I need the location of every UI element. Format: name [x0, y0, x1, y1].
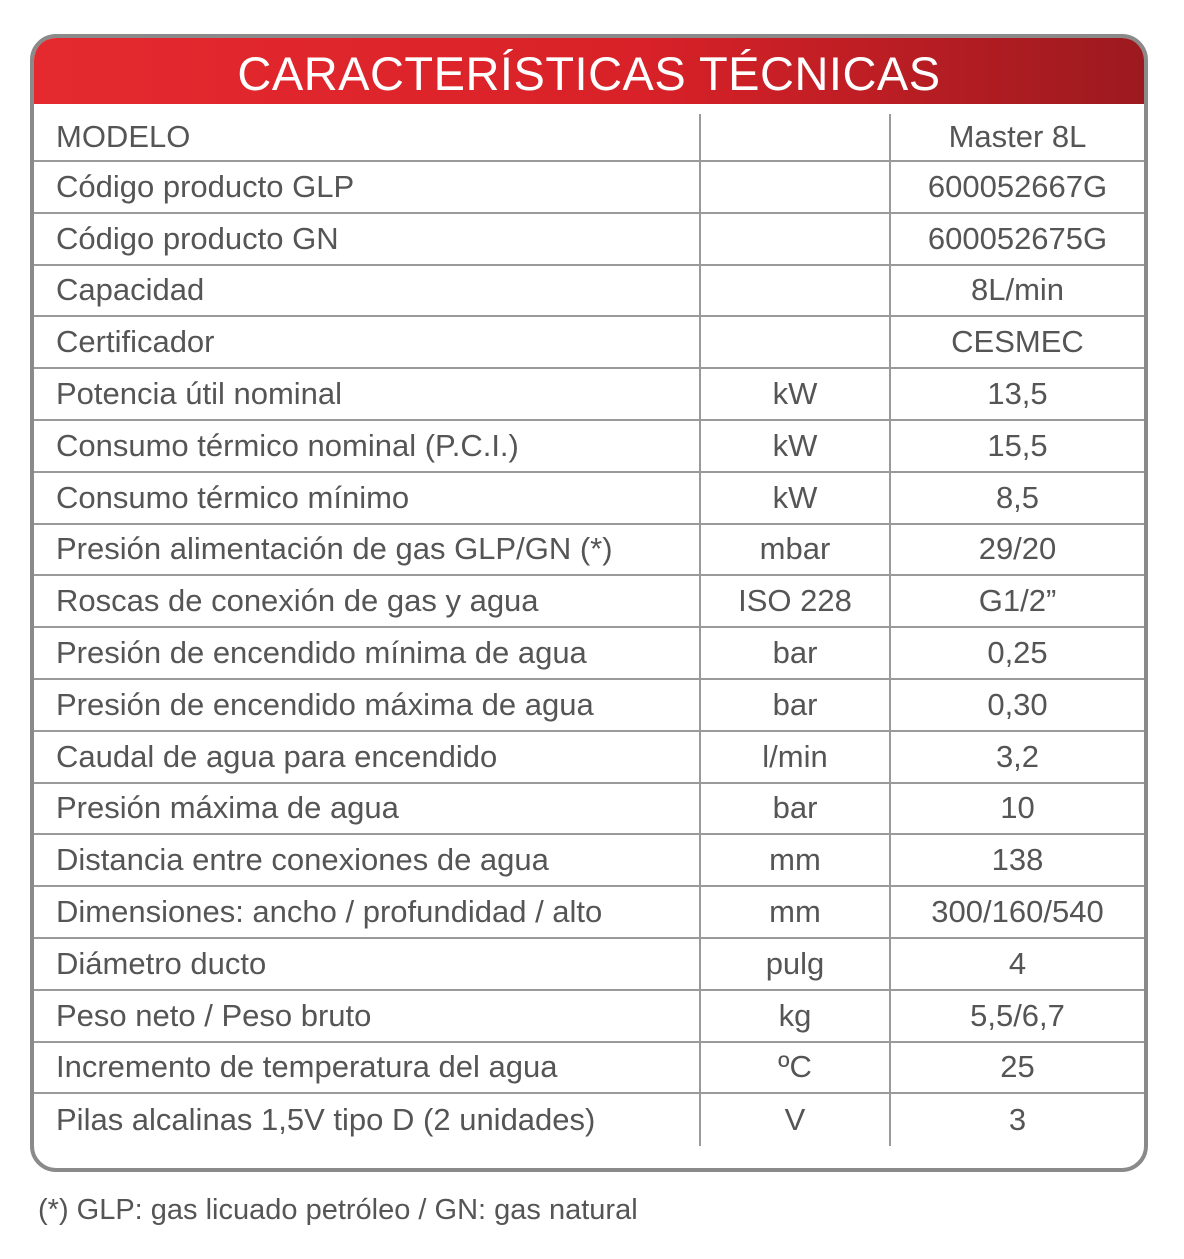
spec-value: CESMEC	[951, 324, 1084, 360]
spec-unit: ºC	[701, 1043, 891, 1093]
table-row	[34, 266, 1144, 318]
table-row	[34, 939, 1144, 991]
table-row	[34, 525, 1144, 577]
table-row	[34, 369, 1144, 421]
spec-value: 13,5	[987, 376, 1048, 412]
table-row	[34, 628, 1144, 680]
spec-label: Capacidad	[34, 266, 701, 316]
spec-value: Master 8L	[948, 119, 1087, 154]
spec-label: Presión de encendido mínima de agua	[34, 628, 701, 678]
spec-label: Dimensiones: ancho / profundidad / alto	[34, 887, 701, 937]
spec-value: 0,25	[987, 635, 1048, 671]
table-row	[34, 835, 1144, 887]
spec-unit: ISO 228	[701, 576, 891, 626]
table-row	[34, 214, 1144, 266]
spec-unit: mm	[701, 835, 891, 885]
spec-label: MODELO	[34, 114, 701, 160]
spec-label: Código producto GN	[34, 214, 701, 264]
spec-value: 4	[1008, 945, 1027, 981]
spec-value: 3	[1008, 1102, 1027, 1138]
spec-unit: kW	[701, 473, 891, 523]
spec-unit	[701, 114, 891, 160]
spec-unit: kW	[701, 369, 891, 419]
table-row	[34, 1094, 1144, 1146]
spec-unit: bar	[701, 680, 891, 730]
spec-unit	[701, 214, 891, 264]
table-row	[34, 576, 1144, 628]
specs-header	[34, 38, 1144, 104]
spec-label: Incremento de temperatura del agua	[34, 1043, 701, 1093]
spec-label: Consumo térmico mínimo	[34, 473, 701, 523]
spec-value: G1/2”	[978, 583, 1057, 619]
spec-value: 15,5	[987, 427, 1048, 463]
spec-value: 600052667G	[927, 168, 1108, 204]
specs-title: CARACTERÍSTICAS TÉCNICAS	[237, 46, 941, 100]
spec-value: 0,30	[987, 686, 1048, 722]
spec-label: Peso neto / Peso bruto	[34, 991, 701, 1041]
spec-label: Distancia entre conexiones de agua	[34, 835, 701, 885]
spec-label: Diámetro ducto	[34, 939, 701, 989]
spec-unit: pulg	[701, 939, 891, 989]
spec-unit: l/min	[701, 732, 891, 782]
spec-unit	[701, 317, 891, 367]
spec-unit	[701, 266, 891, 316]
table-row	[34, 732, 1144, 784]
spec-label: Presión de encendido máxima de agua	[34, 680, 701, 730]
spec-label: Certificador	[34, 317, 701, 367]
spec-label: Caudal de agua para encendido	[34, 732, 701, 782]
spec-label: Consumo térmico nominal (P.C.I.)	[34, 421, 701, 471]
spec-value: 8,5	[995, 479, 1040, 515]
spec-unit: bar	[701, 628, 891, 678]
spec-value: 29/20	[978, 531, 1057, 567]
spec-label: Presión máxima de agua	[34, 784, 701, 834]
spec-label: Código producto GLP	[34, 162, 701, 212]
spec-unit: kW	[701, 421, 891, 471]
spec-unit: V	[701, 1094, 891, 1146]
spec-value: 600052675G	[927, 220, 1108, 256]
table-row	[34, 784, 1144, 836]
table-row	[34, 473, 1144, 525]
spec-value: 8L/min	[970, 272, 1065, 308]
table-row	[34, 1043, 1144, 1095]
spec-unit	[701, 162, 891, 212]
spec-unit: bar	[701, 784, 891, 834]
footnote: (*) GLP: gas licuado petróleo / GN: gas natural	[38, 1194, 638, 1226]
spec-label: Pilas alcalinas 1,5V tipo D (2 unidades)	[34, 1094, 701, 1146]
spec-value: 5,5/6,7	[970, 997, 1065, 1033]
spec-value: 138	[991, 842, 1044, 878]
spec-value: 3,2	[995, 738, 1040, 774]
spec-unit: mm	[701, 887, 891, 937]
table-row	[34, 680, 1144, 732]
spec-value: 10	[1000, 790, 1035, 826]
table-row	[34, 421, 1144, 473]
table-row	[34, 162, 1144, 214]
table-row	[34, 887, 1144, 939]
table-row	[34, 104, 1144, 162]
spec-unit: mbar	[701, 525, 891, 575]
table-row	[34, 991, 1144, 1043]
spec-unit: kg	[701, 991, 891, 1041]
table-row	[34, 317, 1144, 369]
spec-label: Roscas de conexión de gas y agua	[34, 576, 701, 626]
spec-label: Presión alimentación de gas GLP/GN (*)	[34, 525, 701, 575]
spec-label: Potencia útil nominal	[34, 369, 701, 419]
spec-value: 300/160/540	[931, 894, 1104, 930]
specs-card	[30, 34, 1148, 1172]
spec-value: 25	[1000, 1049, 1035, 1085]
specs-table	[34, 104, 1144, 1146]
